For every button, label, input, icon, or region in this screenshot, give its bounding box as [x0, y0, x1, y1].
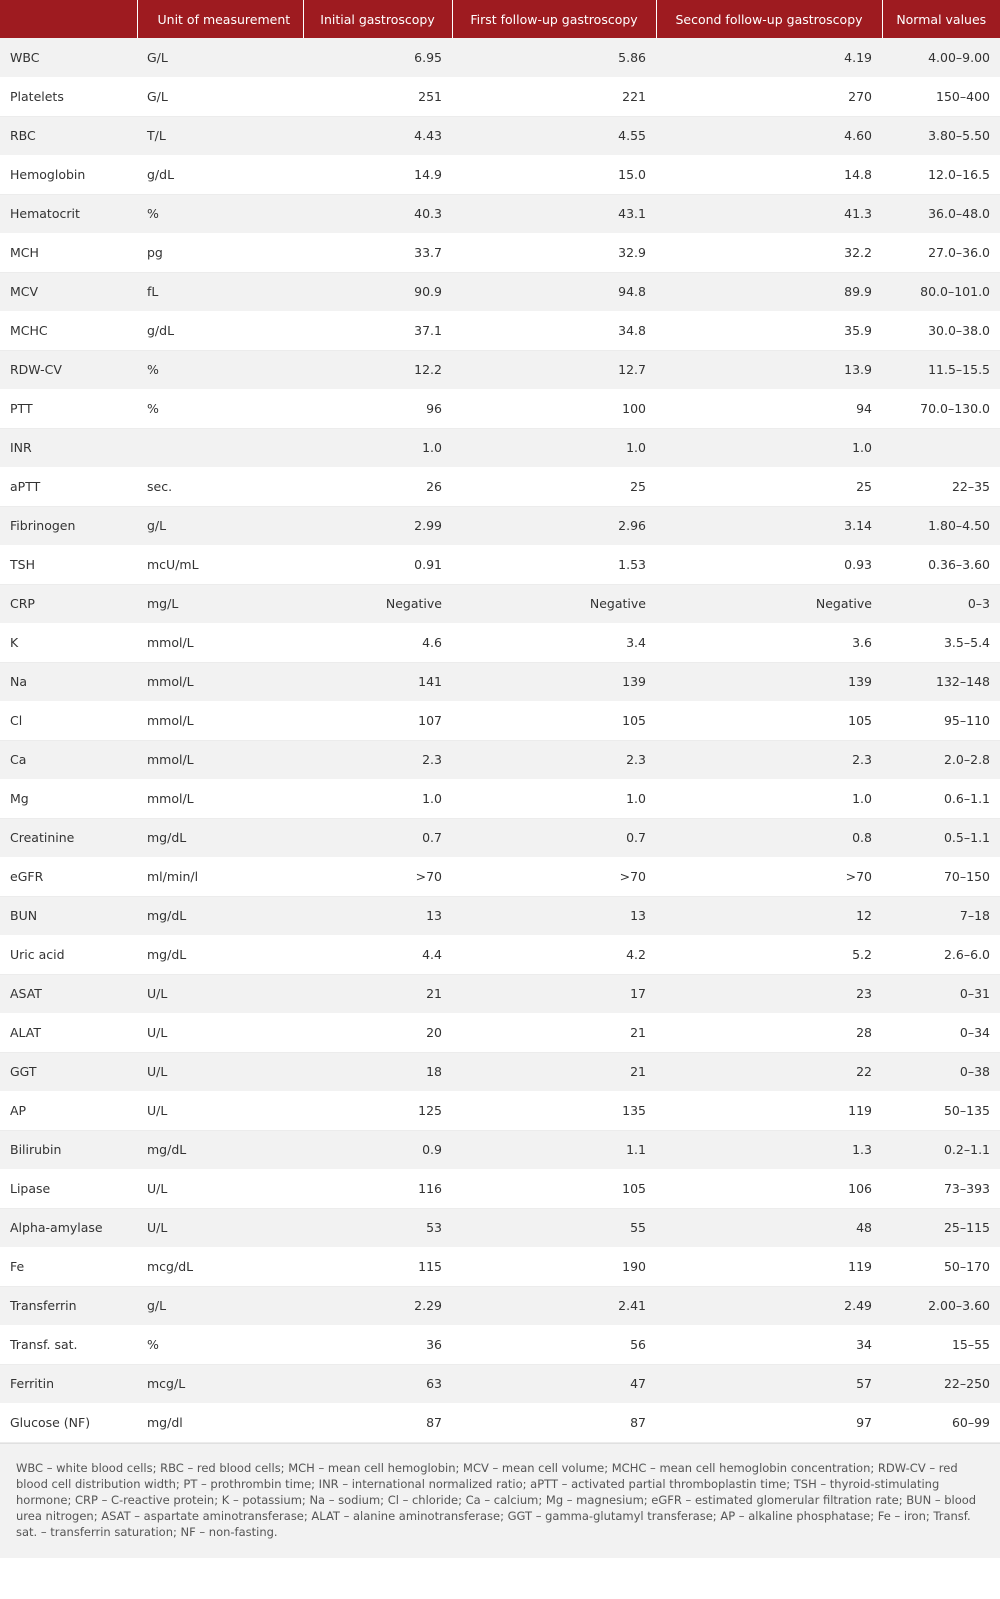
cell-normal-values: 0.2–1.1: [882, 1130, 1000, 1169]
cell-parameter: Uric acid: [0, 935, 137, 974]
cell-initial: 0.91: [303, 545, 452, 584]
table-row: [0, 779, 1000, 818]
cell-first-followup: 105: [452, 1169, 656, 1208]
table-footnote: WBC – white blood cells; RBC – red blood cells; MCH – mean cell hemoglobin; MCV – mean cell volume; MCHC – mean cell hemoglobin concentration; RDW-CV – red blood cell distribution width; PT – prothrombin time; INR – international normalized ratio; aPTT – activated partial thromboplastin time; TSH – thyroid-stimulating hormone; CRP – C-reactive protein; K – potassium; Na – sodium; Cl – chloride; Ca – calcium; Mg – magnesium; eGFR – estimated glomerular filtration rate; BUN – blood urea nitrogen; ASAT – aspartate aminotransferase; ALAT – alanine aminotransferase; GGT – gamma-glutamyl transferase; AP – alkaline phosphatase; Fe – iron; Transf. sat. – transferrin saturation; NF – non-fasting.: [0, 1443, 1000, 1558]
cell-parameter: Mg: [0, 779, 137, 818]
cell-first-followup: 12.7: [452, 350, 656, 389]
cell-initial: Negative: [303, 584, 452, 623]
cell-unit: %: [137, 389, 303, 428]
table-row: [0, 311, 1000, 350]
cell-initial: 63: [303, 1364, 452, 1403]
table-row: [0, 857, 1000, 896]
cell-normal-values: 25–115: [882, 1208, 1000, 1247]
cell-first-followup: 190: [452, 1247, 656, 1286]
table-row: [0, 1013, 1000, 1052]
cell-first-followup: 21: [452, 1013, 656, 1052]
cell-second-followup: 48: [656, 1208, 882, 1247]
table-row: [0, 350, 1000, 389]
table-row: [0, 428, 1000, 467]
cell-first-followup: >70: [452, 857, 656, 896]
cell-second-followup: 89.9: [656, 272, 882, 311]
cell-parameter: Hematocrit: [0, 194, 137, 233]
cell-normal-values: 22–250: [882, 1364, 1000, 1403]
cell-second-followup: 2.3: [656, 740, 882, 779]
table-row: [0, 1091, 1000, 1130]
cell-second-followup: 105: [656, 701, 882, 740]
cell-normal-values: 50–170: [882, 1247, 1000, 1286]
cell-parameter: TSH: [0, 545, 137, 584]
cell-normal-values: 2.0–2.8: [882, 740, 1000, 779]
cell-initial: 96: [303, 389, 452, 428]
table-row: [0, 740, 1000, 779]
cell-parameter: Creatinine: [0, 818, 137, 857]
cell-unit: %: [137, 194, 303, 233]
cell-parameter: Transf. sat.: [0, 1325, 137, 1364]
cell-first-followup: 1.53: [452, 545, 656, 584]
table-row: [0, 623, 1000, 662]
cell-normal-values: 3.80–5.50: [882, 116, 1000, 155]
table-row: [0, 1403, 1000, 1442]
table-row: [0, 116, 1000, 155]
cell-second-followup: 0.93: [656, 545, 882, 584]
table-row: [0, 77, 1000, 116]
cell-initial: 1.0: [303, 428, 452, 467]
cell-first-followup: 1.0: [452, 428, 656, 467]
cell-normal-values: 2.6–6.0: [882, 935, 1000, 974]
cell-normal-values: 0–34: [882, 1013, 1000, 1052]
cell-initial: 53: [303, 1208, 452, 1247]
cell-first-followup: 56: [452, 1325, 656, 1364]
cell-first-followup: 15.0: [452, 155, 656, 194]
cell-unit: U/L: [137, 1208, 303, 1247]
cell-unit: mg/dL: [137, 935, 303, 974]
table-row: [0, 1130, 1000, 1169]
cell-first-followup: Negative: [452, 584, 656, 623]
cell-initial: 90.9: [303, 272, 452, 311]
cell-normal-values: 0–38: [882, 1052, 1000, 1091]
cell-first-followup: 21: [452, 1052, 656, 1091]
cell-parameter: RDW-CV: [0, 350, 137, 389]
cell-first-followup: 13: [452, 896, 656, 935]
table-row: [0, 1052, 1000, 1091]
cell-unit: g/dL: [137, 311, 303, 350]
cell-normal-values: 3.5–5.4: [882, 623, 1000, 662]
cell-initial: 14.9: [303, 155, 452, 194]
cell-parameter: INR: [0, 428, 137, 467]
cell-normal-values: 70.0–130.0: [882, 389, 1000, 428]
cell-initial: 2.29: [303, 1286, 452, 1325]
cell-parameter: MCHC: [0, 311, 137, 350]
cell-second-followup: 106: [656, 1169, 882, 1208]
cell-second-followup: 41.3: [656, 194, 882, 233]
cell-unit: %: [137, 350, 303, 389]
table-row: [0, 272, 1000, 311]
cell-second-followup: 0.8: [656, 818, 882, 857]
cell-initial: 4.43: [303, 116, 452, 155]
table-row: [0, 38, 1000, 77]
table-row: [0, 662, 1000, 701]
cell-parameter: BUN: [0, 896, 137, 935]
cell-parameter: Fibrinogen: [0, 506, 137, 545]
cell-first-followup: 0.7: [452, 818, 656, 857]
cell-unit: fL: [137, 272, 303, 311]
cell-initial: 26: [303, 467, 452, 506]
cell-second-followup: 14.8: [656, 155, 882, 194]
cell-first-followup: 139: [452, 662, 656, 701]
cell-normal-values: 0.6–1.1: [882, 779, 1000, 818]
table-row: [0, 155, 1000, 194]
table-row: [0, 896, 1000, 935]
cell-normal-values: 36.0–48.0: [882, 194, 1000, 233]
cell-initial: 0.9: [303, 1130, 452, 1169]
cell-normal-values: 0.36–3.60: [882, 545, 1000, 584]
header-unit: Unit of measurement: [137, 0, 303, 38]
header-normal-values: Normal values: [882, 0, 1000, 38]
cell-initial: 0.7: [303, 818, 452, 857]
cell-parameter: WBC: [0, 38, 137, 77]
cell-unit: mg/L: [137, 584, 303, 623]
cell-second-followup: 139: [656, 662, 882, 701]
cell-parameter: GGT: [0, 1052, 137, 1091]
table-row: [0, 1169, 1000, 1208]
table-row: [0, 389, 1000, 428]
cell-unit: U/L: [137, 1013, 303, 1052]
cell-initial: 87: [303, 1403, 452, 1442]
cell-unit: mmol/L: [137, 701, 303, 740]
cell-second-followup: 32.2: [656, 233, 882, 272]
cell-first-followup: 221: [452, 77, 656, 116]
cell-parameter: ALAT: [0, 1013, 137, 1052]
cell-parameter: PTT: [0, 389, 137, 428]
table-row: [0, 1247, 1000, 1286]
cell-second-followup: 4.60: [656, 116, 882, 155]
cell-second-followup: 23: [656, 974, 882, 1013]
cell-initial: 12.2: [303, 350, 452, 389]
table-row: [0, 1364, 1000, 1403]
cell-unit: ml/min/l: [137, 857, 303, 896]
cell-normal-values: 22–35: [882, 467, 1000, 506]
cell-unit: mmol/L: [137, 623, 303, 662]
cell-normal-values: 70–150: [882, 857, 1000, 896]
cell-normal-values: 27.0–36.0: [882, 233, 1000, 272]
cell-second-followup: 28: [656, 1013, 882, 1052]
cell-unit: G/L: [137, 38, 303, 77]
cell-second-followup: 13.9: [656, 350, 882, 389]
cell-parameter: Na: [0, 662, 137, 701]
cell-second-followup: 57: [656, 1364, 882, 1403]
cell-first-followup: 3.4: [452, 623, 656, 662]
table-row: [0, 701, 1000, 740]
cell-parameter: MCH: [0, 233, 137, 272]
cell-unit: mcg/L: [137, 1364, 303, 1403]
cell-unit: mg/dl: [137, 1403, 303, 1442]
table-row: [0, 1325, 1000, 1364]
cell-unit: U/L: [137, 974, 303, 1013]
cell-first-followup: 47: [452, 1364, 656, 1403]
cell-parameter: K: [0, 623, 137, 662]
cell-unit: mg/dL: [137, 818, 303, 857]
cell-second-followup: 3.6: [656, 623, 882, 662]
cell-unit: mcg/dL: [137, 1247, 303, 1286]
cell-second-followup: 5.2: [656, 935, 882, 974]
cell-second-followup: 97: [656, 1403, 882, 1442]
header-first-followup: First follow-up gastroscopy: [452, 0, 656, 38]
cell-second-followup: 2.49: [656, 1286, 882, 1325]
cell-normal-values: 80.0–101.0: [882, 272, 1000, 311]
cell-initial: 4.6: [303, 623, 452, 662]
table-row: [0, 818, 1000, 857]
cell-normal-values: 73–393: [882, 1169, 1000, 1208]
cell-unit: sec.: [137, 467, 303, 506]
cell-first-followup: 5.86: [452, 38, 656, 77]
cell-unit: mmol/L: [137, 779, 303, 818]
cell-second-followup: 3.14: [656, 506, 882, 545]
cell-normal-values: 0.5–1.1: [882, 818, 1000, 857]
table-row: [0, 233, 1000, 272]
cell-normal-values: 11.5–15.5: [882, 350, 1000, 389]
cell-second-followup: 119: [656, 1091, 882, 1130]
cell-unit: mg/dL: [137, 896, 303, 935]
cell-initial: 20: [303, 1013, 452, 1052]
cell-second-followup: 94: [656, 389, 882, 428]
cell-first-followup: 34.8: [452, 311, 656, 350]
cell-first-followup: 25: [452, 467, 656, 506]
cell-unit: g/L: [137, 506, 303, 545]
cell-second-followup: 12: [656, 896, 882, 935]
cell-first-followup: 4.2: [452, 935, 656, 974]
table-row: [0, 545, 1000, 584]
cell-initial: 37.1: [303, 311, 452, 350]
cell-second-followup: 1.0: [656, 428, 882, 467]
cell-initial: 40.3: [303, 194, 452, 233]
cell-parameter: Alpha-amylase: [0, 1208, 137, 1247]
cell-parameter: eGFR: [0, 857, 137, 896]
cell-initial: 18: [303, 1052, 452, 1091]
cell-initial: 251: [303, 77, 452, 116]
cell-parameter: AP: [0, 1091, 137, 1130]
table-row: [0, 194, 1000, 233]
cell-initial: >70: [303, 857, 452, 896]
cell-unit: U/L: [137, 1169, 303, 1208]
cell-initial: 36: [303, 1325, 452, 1364]
header-initial: Initial gastroscopy: [303, 0, 452, 38]
cell-parameter: Lipase: [0, 1169, 137, 1208]
cell-first-followup: 2.41: [452, 1286, 656, 1325]
cell-normal-values: 12.0–16.5: [882, 155, 1000, 194]
cell-normal-values: 15–55: [882, 1325, 1000, 1364]
cell-parameter: Bilirubin: [0, 1130, 137, 1169]
cell-unit: mmol/L: [137, 662, 303, 701]
cell-second-followup: 1.0: [656, 779, 882, 818]
table-row: [0, 974, 1000, 1013]
cell-first-followup: 32.9: [452, 233, 656, 272]
cell-initial: 141: [303, 662, 452, 701]
cell-second-followup: 34: [656, 1325, 882, 1364]
cell-initial: 13: [303, 896, 452, 935]
cell-unit: T/L: [137, 116, 303, 155]
cell-second-followup: 270: [656, 77, 882, 116]
cell-normal-values: 4.00–9.00: [882, 38, 1000, 77]
cell-normal-values: 1.80–4.50: [882, 506, 1000, 545]
cell-first-followup: 17: [452, 974, 656, 1013]
header-parameter: [0, 0, 137, 38]
cell-initial: 115: [303, 1247, 452, 1286]
cell-first-followup: 2.96: [452, 506, 656, 545]
cell-initial: 33.7: [303, 233, 452, 272]
table-row: [0, 1208, 1000, 1247]
cell-initial: 116: [303, 1169, 452, 1208]
cell-normal-values: [882, 428, 1000, 467]
cell-unit: g/dL: [137, 155, 303, 194]
table-row: [0, 506, 1000, 545]
cell-initial: 21: [303, 974, 452, 1013]
cell-initial: 1.0: [303, 779, 452, 818]
cell-second-followup: 22: [656, 1052, 882, 1091]
cell-second-followup: >70: [656, 857, 882, 896]
cell-first-followup: 135: [452, 1091, 656, 1130]
cell-first-followup: 43.1: [452, 194, 656, 233]
header-second-followup: Second follow-up gastroscopy: [656, 0, 882, 38]
cell-parameter: Transferrin: [0, 1286, 137, 1325]
cell-first-followup: 87: [452, 1403, 656, 1442]
cell-first-followup: 105: [452, 701, 656, 740]
cell-first-followup: 94.8: [452, 272, 656, 311]
cell-normal-values: 60–99: [882, 1403, 1000, 1442]
cell-first-followup: 4.55: [452, 116, 656, 155]
cell-normal-values: 150–400: [882, 77, 1000, 116]
table-row: [0, 467, 1000, 506]
cell-unit: g/L: [137, 1286, 303, 1325]
cell-first-followup: 1.0: [452, 779, 656, 818]
cell-unit: [137, 428, 303, 467]
cell-second-followup: 35.9: [656, 311, 882, 350]
cell-unit: G/L: [137, 77, 303, 116]
cell-parameter: MCV: [0, 272, 137, 311]
cell-normal-values: 0–31: [882, 974, 1000, 1013]
cell-initial: 6.95: [303, 38, 452, 77]
cell-initial: 2.99: [303, 506, 452, 545]
table-header: [0, 0, 1000, 38]
cell-parameter: ASAT: [0, 974, 137, 1013]
cell-parameter: Ca: [0, 740, 137, 779]
cell-parameter: Glucose (NF): [0, 1403, 137, 1442]
table-body: [0, 38, 1000, 1442]
cell-first-followup: 2.3: [452, 740, 656, 779]
cell-second-followup: 25: [656, 467, 882, 506]
cell-unit: mcU/mL: [137, 545, 303, 584]
cell-unit: mg/dL: [137, 1130, 303, 1169]
cell-second-followup: 119: [656, 1247, 882, 1286]
cell-unit: %: [137, 1325, 303, 1364]
cell-parameter: RBC: [0, 116, 137, 155]
cell-second-followup: 1.3: [656, 1130, 882, 1169]
table-row: [0, 1286, 1000, 1325]
cell-second-followup: Negative: [656, 584, 882, 623]
cell-initial: 125: [303, 1091, 452, 1130]
cell-normal-values: 0–3: [882, 584, 1000, 623]
cell-parameter: Hemoglobin: [0, 155, 137, 194]
cell-parameter: Platelets: [0, 77, 137, 116]
cell-parameter: aPTT: [0, 467, 137, 506]
cell-parameter: Cl: [0, 701, 137, 740]
cell-normal-values: 2.00–3.60: [882, 1286, 1000, 1325]
cell-parameter: Ferritin: [0, 1364, 137, 1403]
cell-initial: 2.3: [303, 740, 452, 779]
table-row: [0, 584, 1000, 623]
cell-initial: 4.4: [303, 935, 452, 974]
cell-unit: mmol/L: [137, 740, 303, 779]
cell-normal-values: 132–148: [882, 662, 1000, 701]
cell-parameter: Fe: [0, 1247, 137, 1286]
cell-first-followup: 55: [452, 1208, 656, 1247]
cell-parameter: CRP: [0, 584, 137, 623]
cell-unit: pg: [137, 233, 303, 272]
cell-normal-values: 95–110: [882, 701, 1000, 740]
cell-initial: 107: [303, 701, 452, 740]
header-row: [0, 0, 1000, 38]
cell-first-followup: 1.1: [452, 1130, 656, 1169]
cell-first-followup: 100: [452, 389, 656, 428]
cell-unit: U/L: [137, 1091, 303, 1130]
cell-normal-values: 7–18: [882, 896, 1000, 935]
cell-normal-values: 30.0–38.0: [882, 311, 1000, 350]
cell-unit: U/L: [137, 1052, 303, 1091]
table-row: [0, 935, 1000, 974]
cell-normal-values: 50–135: [882, 1091, 1000, 1130]
cell-second-followup: 4.19: [656, 38, 882, 77]
